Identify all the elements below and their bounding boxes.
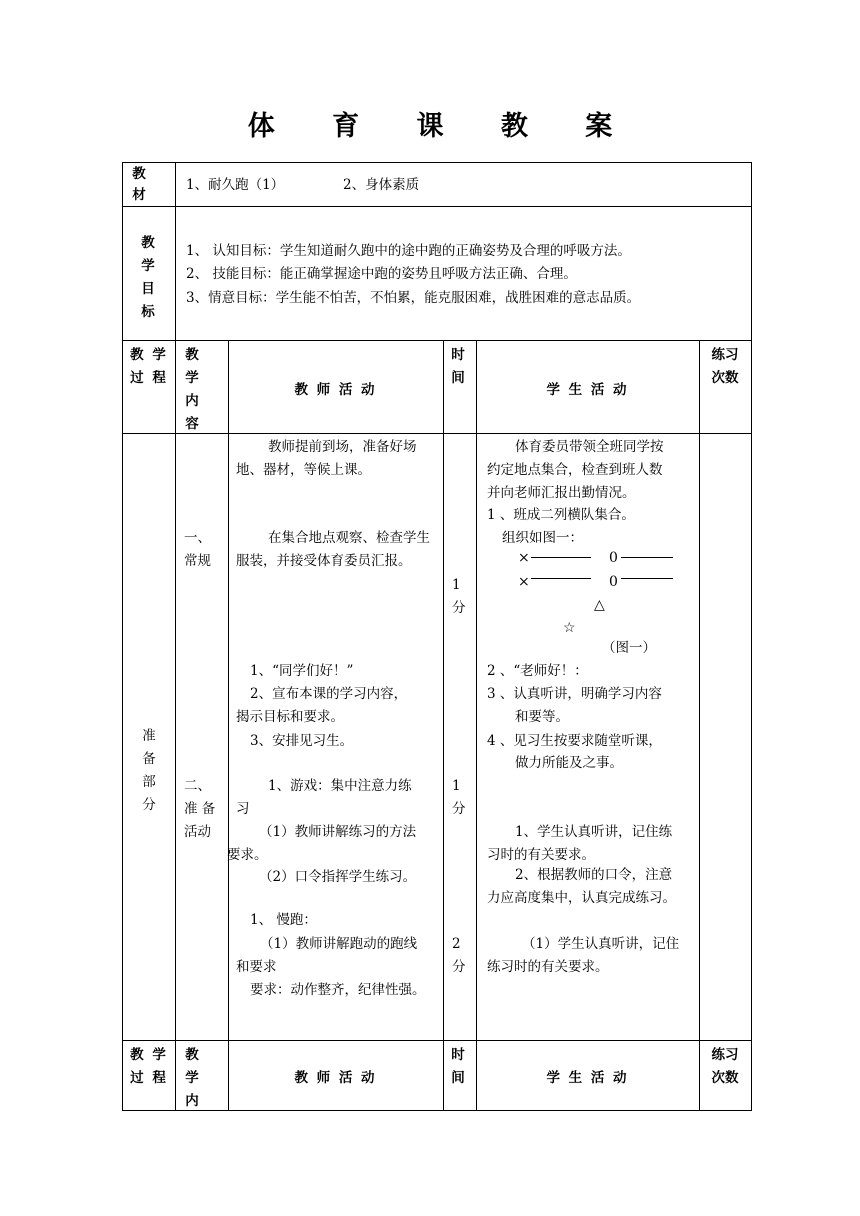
part2-name: 准 备 — [184, 801, 216, 817]
teacher-run-explain-b: 和要求 — [236, 959, 277, 975]
teacher-run-req: 要求：动作整齐，纪律性强。 — [250, 982, 426, 998]
figure-caption: （图一） — [602, 640, 656, 656]
student-game-listen-b: 习时的有关要求。 — [487, 847, 595, 863]
jiaocai-label: 教材 — [132, 166, 146, 203]
header-count: 练习次数 — [711, 347, 739, 386]
teacher-game-explain: （1）教师讲解练习的方法 — [259, 824, 417, 840]
student-run-listen: （1）学生认真听讲，记住 — [522, 936, 680, 952]
time-1-num: 1 — [452, 577, 461, 593]
time-2-unit: 分 — [452, 801, 466, 817]
section-name: 准备部分 — [142, 728, 156, 813]
cross-mark: × — [518, 550, 530, 566]
formation-line — [531, 557, 591, 558]
student-game-follow-b: 力应高度集中，认真完成练习。 — [487, 890, 676, 906]
formation-line — [531, 578, 591, 579]
header2-student: 学 生 活 动 — [546, 1070, 629, 1086]
jiaocai-item-2: 2、身体素质 — [343, 177, 420, 193]
header-teacher: 教 师 活 动 — [294, 382, 377, 398]
mubiao-label: 教学目标 — [141, 235, 155, 320]
teacher-run: 1、 慢跑： — [250, 912, 317, 928]
teacher-announce: 2、宣布本课的学习内容， — [250, 686, 408, 702]
student-listen: 3 、认真听讲，明确学习内容 — [487, 686, 662, 702]
star-icon: ☆ — [563, 620, 576, 636]
student-observer-b: 做力所能及之事。 — [515, 755, 623, 771]
teacher-prep: 教师提前到场，准备好场地、器材，等候上课。 — [236, 439, 417, 478]
part2-num: 二、 — [184, 778, 211, 794]
student-gather-c: 并向老师汇报出勤情况。 — [487, 485, 636, 501]
time-2-num: 1 — [452, 778, 461, 794]
student-greet: 2 、“老师好！： — [487, 663, 588, 679]
teacher-inspect: 在集合地点观察、检查学生服装，并接受体育委员汇报。 — [236, 530, 430, 569]
header2-time: 时间 — [451, 1047, 465, 1086]
teacher-greet: 1、“同学们好！” — [250, 663, 354, 679]
part1-num: 一、 — [184, 530, 211, 546]
student-gather: 体育委员带领全班同学按 — [515, 439, 664, 455]
part2-name-b: 活动 — [184, 824, 211, 840]
circle-mark: 0 — [609, 550, 618, 566]
student-line-up: 1 、班成二列横队集合。 — [487, 507, 635, 523]
time-1-unit: 分 — [452, 600, 466, 616]
student-game-follow: 2、根据教师的口令，注意 — [515, 867, 673, 883]
header2-count: 练习次数 — [711, 1047, 739, 1086]
header-process: 教 学 过 程 — [130, 347, 168, 386]
header-content: 教学内容 — [185, 347, 199, 432]
header2-teacher: 教 师 活 动 — [294, 1070, 377, 1086]
jiaocai-item-1: 1、耐久跑（1） — [186, 177, 285, 193]
part1-name: 常规 — [184, 553, 211, 569]
header-time: 时间 — [451, 347, 465, 386]
student-observer: 4 、见习生按要求随堂听课， — [487, 733, 662, 749]
time-3-num: 2 — [452, 936, 461, 952]
time-3-unit: 分 — [452, 959, 466, 975]
page-title: 体 育 课 教 案 — [247, 111, 637, 142]
objective-2: 2、 技能目标：能正确掌握途中跑的姿势且呼吸方法正确、合理。 — [186, 266, 577, 282]
header2-content: 教学内 — [185, 1047, 199, 1109]
teacher-game: 1、游戏：集中注意力练 — [268, 778, 412, 794]
formation-line — [621, 557, 673, 558]
formation-line — [621, 578, 673, 579]
objective-1: 1、 认知目标：学生知道耐久跑中的途中跑的正确姿势及合理的呼吸方法。 — [186, 243, 631, 259]
student-game-listen: 1、学生认真听讲，记住练 — [515, 824, 673, 840]
cross-mark: × — [518, 574, 530, 590]
teacher-game-b: 习 — [236, 801, 250, 817]
header-student: 学 生 活 动 — [546, 382, 629, 398]
student-formation: 组织如图一： — [502, 530, 583, 546]
teacher-game-command: （2）口令指挥学生练习。 — [259, 869, 417, 885]
student-gather-b: 约定地点集合，检查到班人数 — [487, 462, 663, 478]
objective-3: 3、情意目标：学生能不怕苦，不怕累，能克服困难，战胜困难的意志品质。 — [186, 290, 641, 306]
student-listen-b: 和要等。 — [515, 709, 569, 725]
teacher-run-explain: （1）教师讲解跑动的跑线 — [260, 936, 418, 952]
circle-mark: 0 — [609, 574, 618, 590]
triangle-icon: △ — [594, 597, 605, 613]
teacher-announce-b: 揭示目标和要求。 — [236, 709, 344, 725]
header2-process: 教 学 过 程 — [130, 1047, 168, 1086]
student-run-listen-b: 练习时的有关要求。 — [487, 959, 609, 975]
teacher-arrange: 3、安排见习生。 — [250, 733, 354, 749]
teacher-game-explain-b: 要求。 — [227, 847, 268, 863]
